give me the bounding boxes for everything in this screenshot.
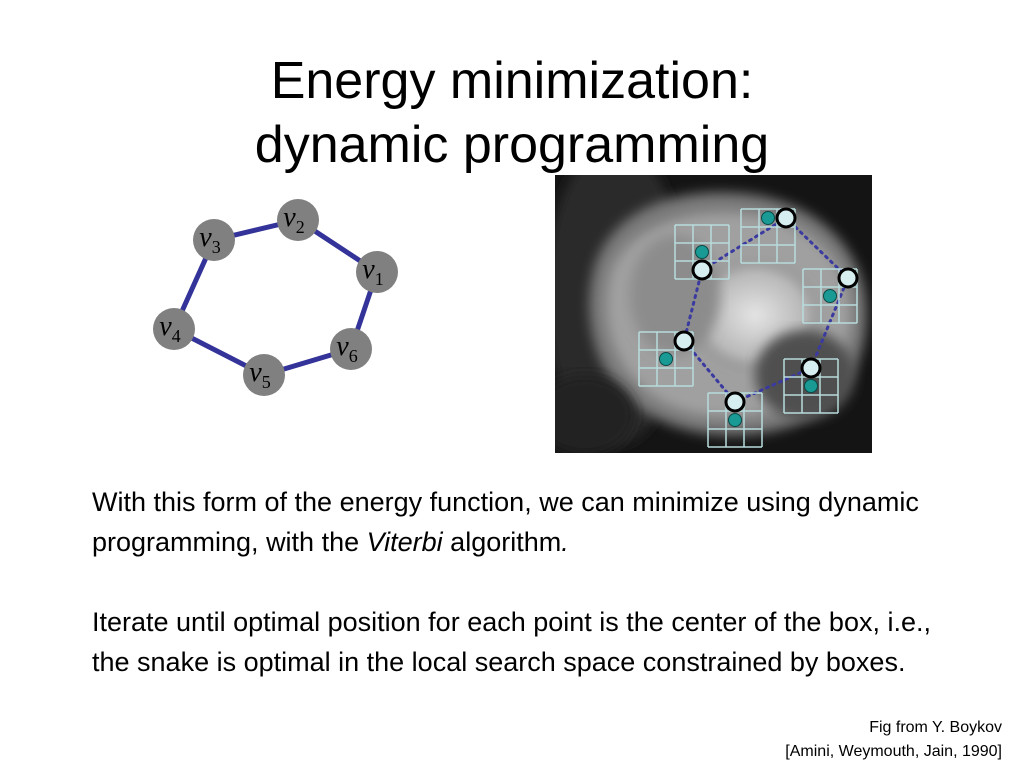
current-point: [726, 393, 744, 411]
node-label-v5: $v_5$: [249, 357, 271, 392]
optimal-point: [805, 380, 818, 393]
mri-figure: [555, 175, 872, 453]
optimal-point: [696, 246, 709, 259]
p1-text: With this form of the energy function, we can minimize using dynamic programming, with the: [92, 487, 919, 557]
node-label-v4: $v_4$: [159, 311, 181, 346]
graph-node-v6: [330, 328, 372, 370]
paragraph-1: [92, 482, 952, 562]
graph-node-v4: [153, 308, 195, 350]
snake-graph-diagram: [140, 190, 430, 405]
caption-citation: [Amini, Weymouth, Jain, 1990]: [785, 743, 1002, 760]
optimal-point: [660, 353, 673, 366]
optimal-point: [762, 212, 775, 225]
node-label-v1: $v_1$: [362, 254, 384, 289]
current-point: [693, 261, 711, 279]
viterbi-term: Viterbi: [366, 527, 443, 557]
body-text: [92, 482, 952, 682]
caption-credit: Fig from Y. Boykov: [869, 719, 1002, 736]
mri-figure-canvas: [555, 175, 872, 453]
title-line-2: dynamic programming: [254, 115, 770, 174]
p1-period: .: [561, 527, 569, 557]
paragraph-2: Iterate until optimal position for each point is the center of the box, i.e., the snake is optimal in the local search space constrained by boxes.: [92, 607, 931, 677]
current-point: [839, 269, 857, 287]
node-label-v3: $v_3$: [199, 222, 221, 257]
slide-title: [0, 49, 1024, 177]
graph-node-v5: [243, 354, 285, 396]
graph-node-v3: [193, 219, 235, 261]
graph-node-v1: [356, 251, 398, 293]
current-point: [802, 359, 820, 377]
figure-caption: [785, 716, 1002, 764]
current-point: [777, 209, 795, 227]
graph-node-v2: [277, 199, 319, 241]
node-label-v6: $v_6$: [336, 331, 358, 366]
p1-text-after: algorithm: [442, 527, 562, 557]
optimal-point: [824, 290, 837, 303]
current-point: [675, 332, 693, 350]
optimal-point: [729, 414, 742, 427]
title-line-1: Energy minimization:: [270, 51, 754, 110]
node-label-v2: $v_2$: [283, 202, 305, 237]
